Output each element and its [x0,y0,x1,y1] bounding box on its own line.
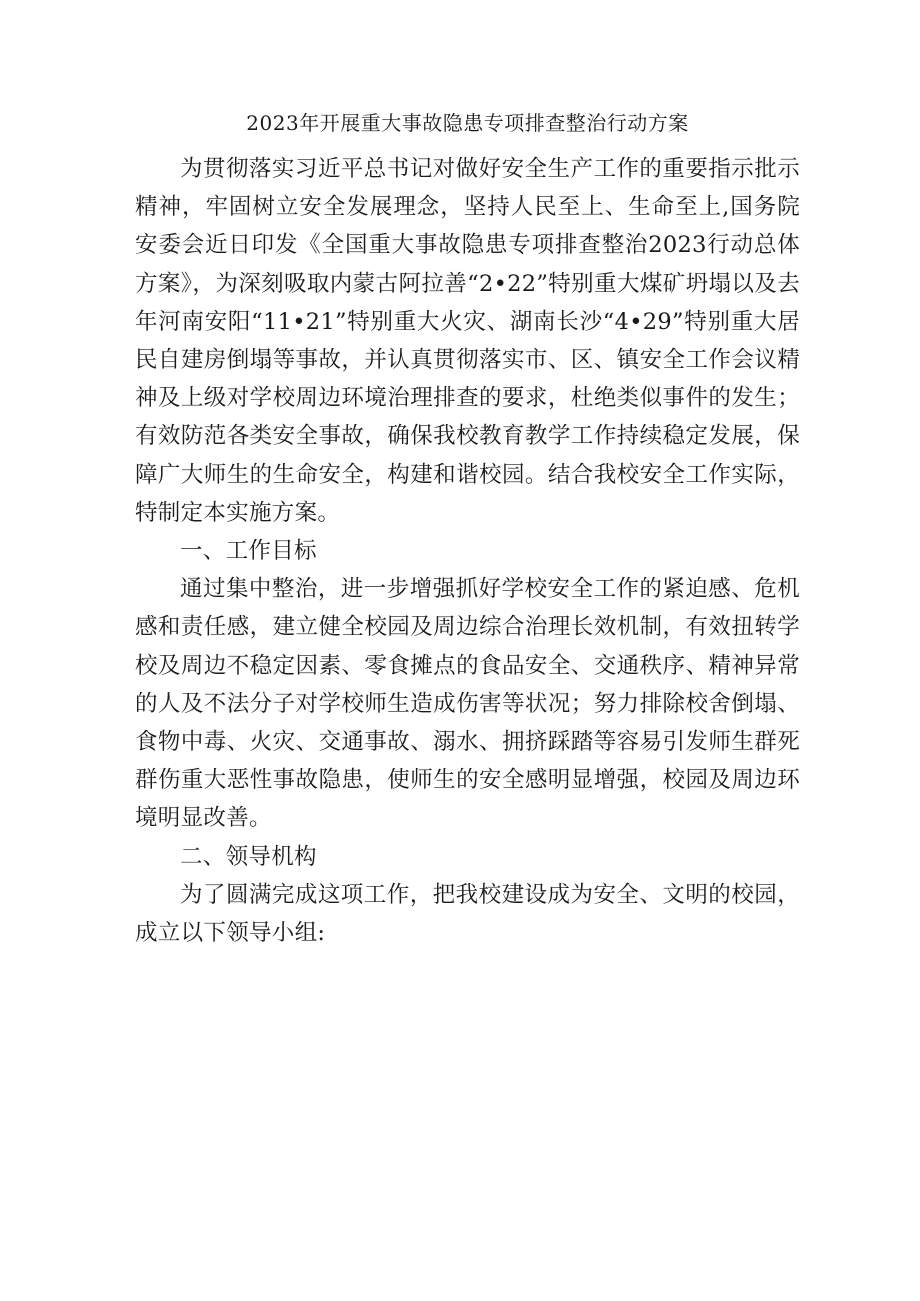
section-heading-goals: 一、工作目标 [180,538,317,565]
goals-paragraph: 通过集中整治，进一步增强抓好学校安全工作的紧迫感、危机感和责任感，建立健全校园及周边综合治理长效机制，有效扭转学校及周边不稳定因素、零食摊点的食品安全、交通秩序、精神异常的人及不法分子对学校师生造成伤害等状况；努力排除校舍倒塌、食物中毒、火灾、交通事故、溺水、拥挤踩踏等容易引发师生群死群伤重大恶性事故隐患，使师生的安全感明显增强，校园及周边环境明显改善。 [135,576,800,832]
intro-paragraph: 为贯彻落实习近平总书记对做好安全生产工作的重要指示批示精神，牢固树立安全发展理念，坚持人民至上、生命至上,国务院安委会近日印发《全国重大事故隐患专项排查整治2023行动总体方案》，为深刻吸取内蒙古阿拉善“2•22”特别重大煤矿坍塌以及去年河南安阳“11•21”特别重大火灾、湖南长沙“4•29”特别重大居民自建房倒塌等事故，并认真贯彻落实市、区、镇安全工作会议精神及上级对学校周边环境治理排查的要求，杜绝类似事件的发生；有效防范各类安全事故，确保我校教育教学工作持续稳定发展，保障广大师生的生命安全，构建和谐校园。结合我校安全工作实际，特制定本实施方案。 [135,156,800,526]
section-heading-leadership: 二、领导机构 [180,843,317,870]
document-title: 2023年开展重大事故隐患专项排查整治行动方案 [246,111,689,135]
document-page [135,108,800,952]
leadership-paragraph: 为了圆满完成这项工作，把我校建设成为安全、文明的校园，成立以下领导小组: [135,881,800,947]
